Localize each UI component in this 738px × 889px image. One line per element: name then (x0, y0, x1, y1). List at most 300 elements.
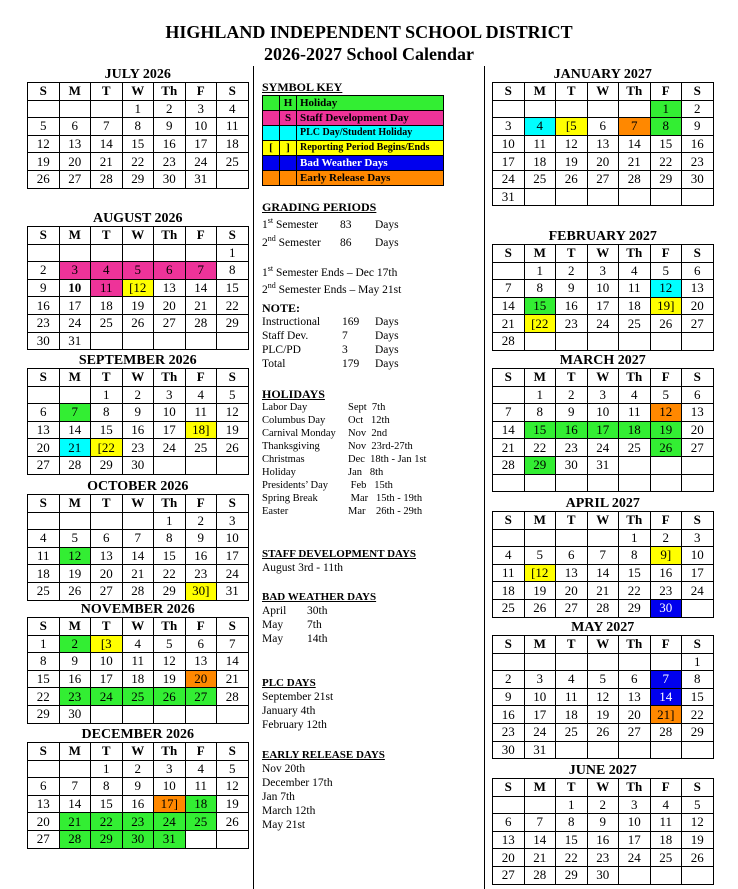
day-cell (493, 474, 525, 492)
day-cell: 7 (59, 404, 91, 422)
plc-row: February 12th (262, 719, 327, 731)
holiday-date: Mar 15th - 19th (348, 493, 423, 504)
day-cell: 29 (619, 599, 651, 617)
note-label: Staff Dev. (262, 330, 309, 342)
key-row (263, 171, 444, 186)
day-cell: 18 (619, 421, 651, 439)
day-cell: 30 (28, 332, 60, 350)
week-row (28, 830, 249, 848)
weekday-label: M (524, 512, 556, 530)
weekday-label: Th (619, 512, 651, 530)
month-title: DECEMBER 2026 (81, 727, 194, 742)
day-cell: 8 (556, 814, 588, 832)
day-cell: 18 (619, 297, 651, 315)
day-cell (650, 653, 682, 671)
day-cell: 3 (493, 118, 525, 136)
day-cell: 27 (587, 170, 619, 188)
early-release-row: May 21st (262, 819, 306, 831)
day-cell: 14 (122, 547, 154, 565)
cal-mar (492, 353, 714, 492)
week-row (493, 831, 714, 849)
week-row (28, 795, 249, 813)
day-cell (524, 474, 556, 492)
day-cell: 2 (28, 262, 60, 280)
day-cell: 19 (217, 795, 249, 813)
day-cell (682, 188, 714, 206)
grading-label: 1st Semester (262, 216, 319, 231)
early-release-row: Jan 7th (262, 791, 295, 803)
day-cell: 30 (587, 866, 619, 884)
weekday-row (493, 245, 714, 263)
holiday-row (262, 466, 482, 479)
holiday-row (262, 479, 482, 492)
week-row (493, 547, 714, 565)
week-row (28, 135, 249, 153)
weekday-label: M (59, 83, 91, 101)
day-cell: 1 (682, 653, 714, 671)
symbol-key (262, 80, 482, 186)
weekday-label: Th (154, 227, 186, 245)
day-cell (59, 760, 91, 778)
grading-periods (262, 200, 482, 297)
note-unit: Days (375, 344, 399, 356)
day-cell: 24 (217, 565, 249, 583)
early-release-row: December 17th (262, 777, 333, 789)
day-cell: 28 (59, 456, 91, 474)
day-cell: 25 (619, 439, 651, 457)
weekday-label: Th (154, 618, 186, 636)
day-cell: 17 (91, 670, 123, 688)
day-cell: 30 (122, 456, 154, 474)
holiday-row (262, 401, 482, 414)
day-cell: 7 (59, 778, 91, 796)
bad-weather-day: 7th (307, 619, 322, 631)
weekday-label: S (217, 83, 249, 101)
weekday-label: W (587, 779, 619, 797)
day-cell: 10 (59, 279, 91, 297)
day-cell: 22 (682, 706, 714, 724)
day-cell: 17 (619, 831, 651, 849)
week-row (28, 244, 249, 262)
bad-weather-row (262, 604, 482, 618)
weekday-label: F (185, 227, 217, 245)
day-cell: 1 (217, 244, 249, 262)
week-row (493, 866, 714, 884)
weekday-label: S (28, 83, 60, 101)
day-cell: 4 (619, 262, 651, 280)
grading-unit: Days (375, 236, 399, 249)
day-cell: 6 (587, 118, 619, 136)
key-row (263, 96, 444, 111)
day-cell: 3 (524, 671, 556, 689)
day-cell: 22 (28, 688, 60, 706)
day-cell: 11 (185, 404, 217, 422)
weekday-label: S (682, 512, 714, 530)
day-cell: 29 (91, 456, 123, 474)
weekday-label: F (185, 83, 217, 101)
month-title: OCTOBER 2026 (87, 479, 189, 494)
day-cell: 15 (682, 688, 714, 706)
weekday-label: W (122, 369, 154, 387)
week-row (493, 386, 714, 404)
day-cell: 3 (619, 796, 651, 814)
day-cell: 9 (122, 778, 154, 796)
day-cell: 2 (493, 671, 525, 689)
key-symbol: H (280, 96, 297, 111)
week-row (493, 564, 714, 582)
week-row (493, 582, 714, 600)
day-cell: 30 (556, 456, 588, 474)
day-cell (154, 244, 186, 262)
day-cell: 7 (493, 404, 525, 422)
day-cell: 28 (587, 599, 619, 617)
day-cell: 31 (217, 582, 249, 600)
day-cell: 2 (185, 512, 217, 530)
day-cell: 24 (59, 314, 91, 332)
day-cell: 1 (122, 100, 154, 118)
week-row (28, 565, 249, 583)
note-unit: Days (375, 358, 399, 370)
weekday-label: M (524, 369, 556, 387)
day-cell (185, 456, 217, 474)
day-cell: 23 (154, 153, 186, 171)
weekday-label: F (650, 83, 682, 101)
day-cell: 11 (122, 653, 154, 671)
week-row (493, 723, 714, 741)
week-row (493, 688, 714, 706)
day-cell: 8 (619, 547, 651, 565)
day-cell: 15 (154, 547, 186, 565)
day-cell: 22 (619, 582, 651, 600)
day-cell: 16 (154, 135, 186, 153)
weekday-label: S (493, 779, 525, 797)
day-cell: 26 (154, 688, 186, 706)
weekday-label: W (122, 743, 154, 761)
month-grid (27, 226, 249, 350)
day-cell: 25 (91, 314, 123, 332)
day-cell: 13 (28, 795, 60, 813)
day-cell: 2 (154, 100, 186, 118)
day-cell: 10 (493, 135, 525, 153)
grading-unit: Days (375, 218, 399, 231)
day-cell: 19 (59, 565, 91, 583)
day-cell: 13 (619, 688, 651, 706)
day-cell: 16 (122, 421, 154, 439)
day-cell: 9 (185, 530, 217, 548)
day-cell: 29 (650, 170, 682, 188)
day-cell: 17 (217, 547, 249, 565)
day-cell (493, 386, 525, 404)
day-cell: 12 (154, 653, 186, 671)
day-cell: 15 (91, 795, 123, 813)
week-row (28, 118, 249, 136)
day-cell: 15 (524, 421, 556, 439)
key-symbol (263, 126, 280, 141)
day-cell: [22 (524, 315, 556, 333)
key-label: Holiday (297, 96, 444, 111)
weekday-label: T (91, 618, 123, 636)
day-cell: 23 (59, 688, 91, 706)
day-cell: 7 (91, 118, 123, 136)
weekday-label: T (91, 743, 123, 761)
day-cell: 6 (556, 547, 588, 565)
day-cell (524, 332, 556, 350)
holiday-row (262, 492, 482, 505)
holiday-date: Dec 18th - Jan 1st (348, 454, 427, 465)
day-cell: 12 (59, 547, 91, 565)
key-symbol: ] (280, 141, 297, 156)
cal-feb (492, 229, 714, 351)
day-cell (28, 100, 60, 118)
month-title: MAY 2027 (571, 620, 635, 635)
week-row (493, 332, 714, 350)
month-title: FEBRUARY 2027 (548, 229, 657, 244)
cal-oct (27, 479, 249, 601)
day-cell: 24 (524, 723, 556, 741)
day-cell: 28 (493, 456, 525, 474)
day-cell: 3 (154, 386, 186, 404)
day-cell (28, 386, 60, 404)
day-cell: [3 (91, 635, 123, 653)
day-cell: 11 (619, 280, 651, 298)
cal-jul (27, 67, 249, 189)
day-cell: 15 (556, 831, 588, 849)
day-cell (556, 529, 588, 547)
weekday-label: T (556, 245, 588, 263)
day-cell: 4 (217, 100, 249, 118)
day-cell: 16 (556, 297, 588, 315)
day-cell: 13 (682, 404, 714, 422)
day-cell (59, 386, 91, 404)
day-cell: 2 (556, 262, 588, 280)
weekday-row (493, 779, 714, 797)
note-unit: Days (375, 316, 399, 328)
day-cell: 5 (650, 386, 682, 404)
day-cell: 2 (587, 796, 619, 814)
day-cell (524, 796, 556, 814)
day-cell: 5 (587, 671, 619, 689)
day-cell: 5 (28, 118, 60, 136)
day-cell: 17 (587, 297, 619, 315)
holiday-name: Thanksgiving (262, 441, 320, 452)
staff-dev-title: STAFF DEVELOPMENT DAYS (262, 548, 417, 560)
day-cell: 13 (154, 279, 186, 297)
month-grid (27, 617, 249, 724)
day-cell: 4 (91, 262, 123, 280)
day-cell: 16 (556, 421, 588, 439)
day-cell: 25 (185, 439, 217, 457)
day-cell: [12 (122, 279, 154, 297)
month-grid (492, 82, 714, 206)
day-cell: 1 (524, 386, 556, 404)
day-cell: 18 (185, 795, 217, 813)
day-cell: 9] (650, 547, 682, 565)
day-cell: 30 (154, 170, 186, 188)
day-cell: 13 (28, 421, 60, 439)
day-cell: 29 (28, 705, 60, 723)
day-cell: 7 (185, 262, 217, 280)
day-cell: 11 (619, 404, 651, 422)
day-cell: 3 (587, 262, 619, 280)
day-cell: 23 (682, 153, 714, 171)
day-cell: 2 (650, 529, 682, 547)
day-cell: 29 (556, 866, 588, 884)
cal-aug (27, 211, 249, 350)
day-cell: 24 (154, 439, 186, 457)
week-row (493, 599, 714, 617)
week-row (493, 421, 714, 439)
day-cell: 6 (493, 814, 525, 832)
day-cell (217, 705, 249, 723)
day-cell: 27 (556, 599, 588, 617)
day-cell: 3 (59, 262, 91, 280)
day-cell: 9 (59, 653, 91, 671)
weekday-label: Th (619, 369, 651, 387)
day-cell: 28 (59, 830, 91, 848)
weekday-label: W (122, 83, 154, 101)
day-cell: 7 (493, 280, 525, 298)
key-symbol: [ (263, 141, 280, 156)
day-cell: 9 (154, 118, 186, 136)
week-row (28, 778, 249, 796)
day-cell: 10 (185, 118, 217, 136)
day-cell: 5 (650, 262, 682, 280)
day-cell (587, 529, 619, 547)
holidays-title: HOLIDAYS (262, 387, 325, 401)
day-cell: 8 (28, 653, 60, 671)
day-cell: 20 (682, 297, 714, 315)
day-cell: 18 (524, 153, 556, 171)
holiday-name: Spring Break (262, 493, 318, 504)
symbol-key-table (262, 95, 444, 186)
day-cell: 15 (122, 135, 154, 153)
day-cell: 21 (91, 153, 123, 171)
day-cell (650, 866, 682, 884)
week-row (493, 706, 714, 724)
bad-weather-day: 30th (307, 605, 328, 617)
weekday-label: F (650, 245, 682, 263)
week-row (493, 262, 714, 280)
day-cell: 21 (122, 565, 154, 583)
day-cell (524, 529, 556, 547)
day-cell: 21 (493, 439, 525, 457)
day-cell: 14 (59, 421, 91, 439)
weekday-row (493, 83, 714, 101)
weekday-label: Th (619, 83, 651, 101)
holiday-name: Easter (262, 506, 289, 517)
day-cell: 15 (217, 279, 249, 297)
day-cell: 21 (524, 849, 556, 867)
note-label: PLC/PD (262, 344, 301, 356)
day-cell: 2 (556, 386, 588, 404)
day-cell: 16 (493, 706, 525, 724)
day-cell: 24 (587, 315, 619, 333)
week-row (28, 262, 249, 280)
early-release-row: March 12th (262, 805, 316, 817)
weekday-label: T (556, 512, 588, 530)
week-row (28, 386, 249, 404)
day-cell (650, 474, 682, 492)
day-cell: 5 (682, 796, 714, 814)
day-cell (217, 830, 249, 848)
day-cell: 4 (524, 118, 556, 136)
month-grid (27, 494, 249, 601)
weekday-label: S (493, 245, 525, 263)
weekday-label: S (217, 227, 249, 245)
bad-weather-month: May (262, 619, 284, 631)
day-cell: 31 (59, 332, 91, 350)
day-cell: 10 (217, 530, 249, 548)
day-cell: 17 (154, 421, 186, 439)
note-row (262, 357, 482, 371)
day-cell: 14 (217, 653, 249, 671)
day-cell: 11 (28, 547, 60, 565)
day-cell: 23 (556, 439, 588, 457)
cal-may (492, 620, 714, 759)
week-row (28, 688, 249, 706)
day-cell: 1 (91, 760, 123, 778)
day-cell: 8 (91, 778, 123, 796)
day-cell: 6 (185, 635, 217, 653)
day-cell: 15 (524, 297, 556, 315)
weekday-row (493, 636, 714, 654)
day-cell: 15 (650, 135, 682, 153)
day-cell: 19 (556, 153, 588, 171)
day-cell: 24 (619, 849, 651, 867)
day-cell (650, 188, 682, 206)
day-cell: 26 (524, 599, 556, 617)
calendar-title: 2026-2027 School Calendar (263, 44, 474, 64)
weekday-label: S (682, 636, 714, 654)
weekday-label: F (650, 636, 682, 654)
week-row (493, 849, 714, 867)
day-cell: 11 (91, 279, 123, 297)
day-cell (556, 188, 588, 206)
week-row (28, 332, 249, 350)
day-cell: 12 (217, 778, 249, 796)
day-cell (619, 474, 651, 492)
day-cell (556, 100, 588, 118)
day-cell: 24 (91, 688, 123, 706)
weekday-label: F (650, 512, 682, 530)
week-row (493, 796, 714, 814)
day-cell: 17] (154, 795, 186, 813)
day-cell: 20 (556, 582, 588, 600)
day-cell: 14 (59, 795, 91, 813)
weekday-label: S (217, 618, 249, 636)
day-cell: 22 (217, 297, 249, 315)
day-cell: 17 (185, 135, 217, 153)
day-cell: 9 (682, 118, 714, 136)
weekday-label: S (493, 369, 525, 387)
day-cell: 20 (493, 849, 525, 867)
weekday-label: W (122, 495, 154, 513)
day-cell (556, 653, 588, 671)
month-grid (492, 635, 714, 759)
day-cell: 26 (556, 170, 588, 188)
day-cell: 14 (650, 688, 682, 706)
month-grid (492, 244, 714, 351)
day-cell: 7 (587, 547, 619, 565)
weekday-label: T (91, 369, 123, 387)
day-cell (91, 244, 123, 262)
day-cell (587, 741, 619, 759)
day-cell: 20 (91, 565, 123, 583)
semester-end: 2nd Semester Ends – May 21st (262, 281, 402, 297)
day-cell: 3 (682, 529, 714, 547)
day-cell: 22 (556, 849, 588, 867)
plc-row: September 21st (262, 691, 334, 703)
